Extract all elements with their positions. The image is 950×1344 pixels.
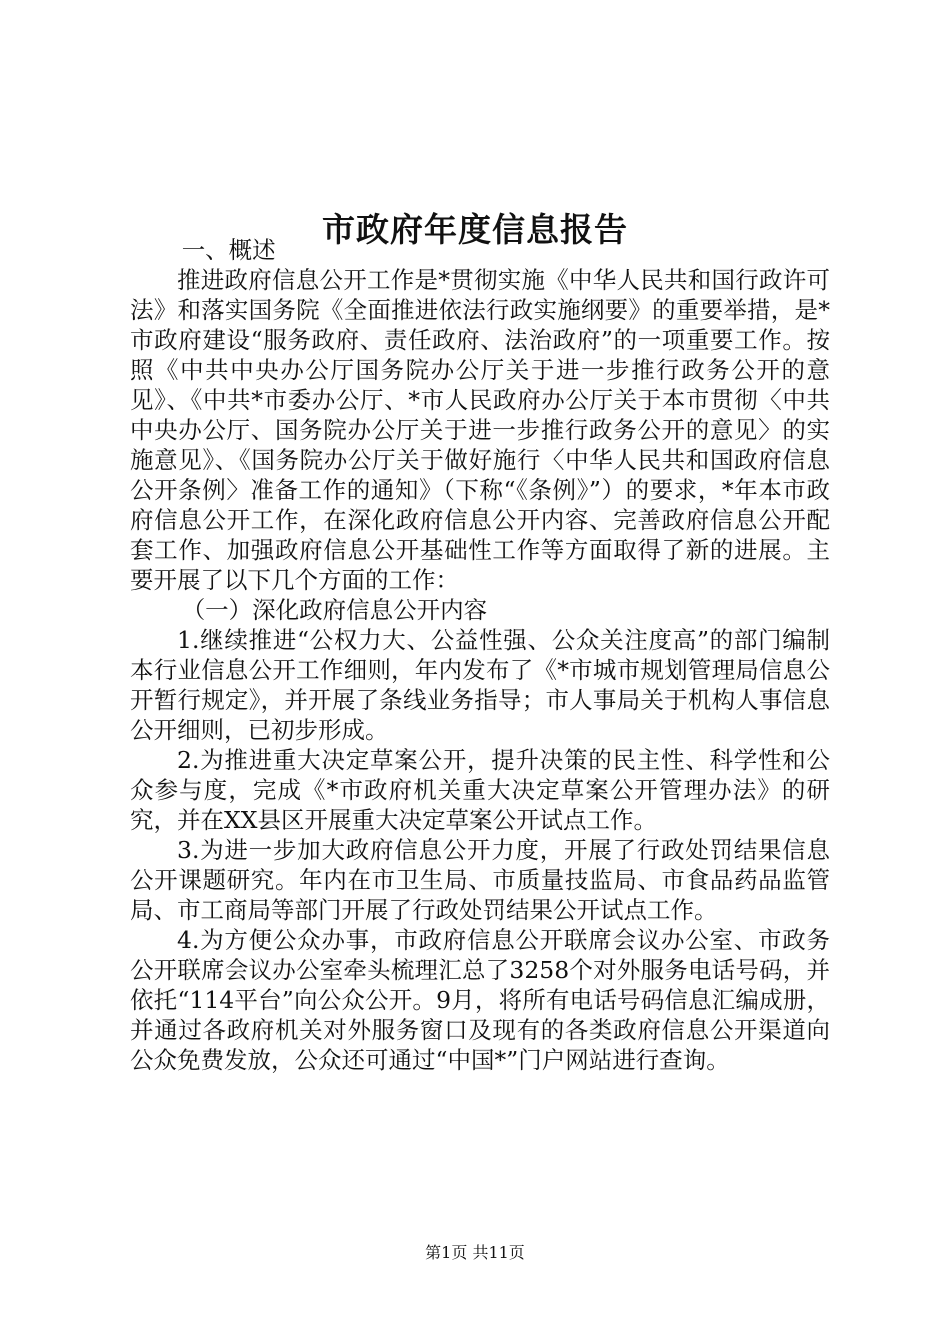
list-item-3-paragraph: 3.为进一步加大政府信息公开力度，开展了行政处罚结果信息公开课题研究。年内在市卫生局、市质量技监局、市食品药品监管局、市工商局等部门开展了行政处罚结果公开试点工作。 xyxy=(130,836,830,924)
list-item-4-paragraph: 4.为方便公众办事，市政府信息公开联席会议办公室、市政务公开联席会议办公室牵头梳理汇总了3258个对外服务电话号码，并依托“114平台”向公众公开。9月，将所有电话号码信息汇编成册，并通过各政府机关对外服务窗口及现有的各类政府信息公开渠道向公众免费发放，公众还可通过“中国*”门户网站进行查询。 xyxy=(130,926,830,1074)
list-item-1-paragraph: 1.继续推进“公权力大、公益性强、公众关注度高”的部门编制本行业信息公开工作细则，年内发布了《*市城市规划管理局信息公开暂行规定》，并开展了条线业务指导；市人事局关于机构人事信息公开细则，已初步形成。 xyxy=(130,626,830,744)
document-body xyxy=(130,235,830,1075)
list-item-2-paragraph: 2.为推进重大决定草案公开，提升决策的民主性、科学性和公众参与度，完成《*市政府机关重大决定草案公开管理办法》的研究，并在XX县区开展重大决定草案公开试点工作。 xyxy=(130,746,830,834)
overview-paragraph: 推进政府信息公开工作是*贯彻实施《中华人民共和国行政许可法》和落实国务院《全面推进依法行政实施纲要》的重要举措，是*市政府建设“服务政府、责任政府、法治政府”的一项重要工作。按照《中共中央办公厅国务院办公厅关于进一步推行政务公开的意见》、《中共*市委办公厅、*市人民政府办公厅关于本市贯彻〈中共中央办公厅、国务院办公厅关于进一步推行政务公开的意见〉的实施意见》、《国务院办公厅关于做好施行〈中华人民共和国政府信息公开条例〉准备工作的通知》（下称“《条例》”）的要求，*年本市政府信息公开工作，在深化政府信息公开内容、完善政府信息公开配套工作、加强政府信息公开基础性工作等方面取得了新的进展。主要开展了以下几个方面的工作： xyxy=(130,266,830,594)
section-heading-overview: 一、概述 xyxy=(181,236,276,264)
page-indicator: 第1页 共11页 xyxy=(425,1243,525,1262)
document-title: 市政府年度信息报告 xyxy=(322,210,628,250)
subsection-heading-deepen-disclosure: （一）深化政府信息公开内容 xyxy=(181,596,488,624)
